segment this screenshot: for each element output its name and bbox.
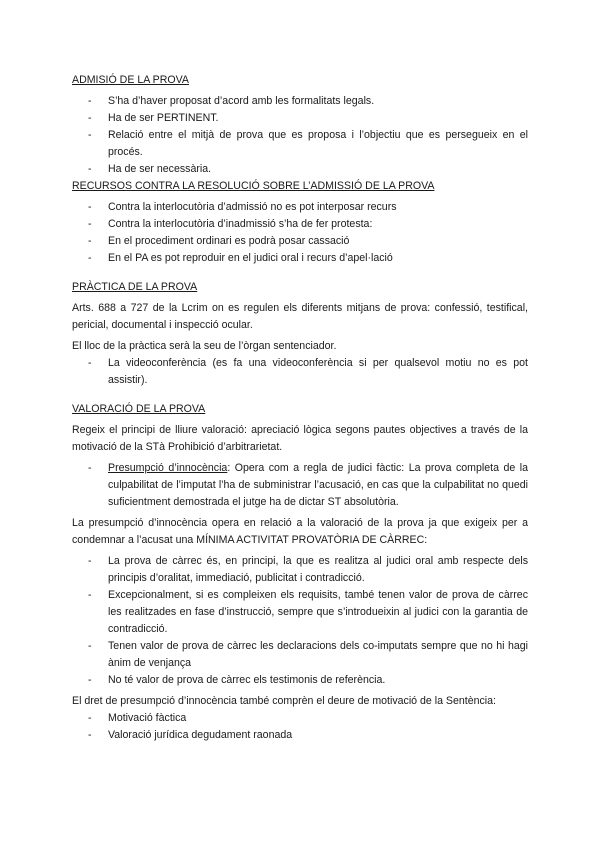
list-item: - Contra la interlocutòria d’inadmissió s’ha de fer protesta: — [88, 218, 373, 230]
list-item: - Motivació fàctica — [88, 712, 187, 724]
list-item: - La prova de càrrec és, en principi, la que es realitza al judici oral amb respecte dels principis d’oralitat, immediació, publicitat i contradicció. — [88, 555, 528, 584]
practica-list — [72, 355, 528, 389]
prova-carrec-list — [72, 553, 528, 689]
list-item: - En el PA es pot reproduir en el judici oral i recurs d’apel·lació — [88, 252, 393, 264]
document-page — [72, 72, 528, 744]
list-item: - En el procediment ordinari es podrà posar cassació — [88, 235, 350, 247]
list-item: - Contra la interlocutòria d’admissió no es pot interposar recurs — [88, 201, 397, 213]
list-item: - Ha de ser necessària. — [88, 163, 212, 175]
paragraph-articles: Arts. 688 a 727 de la Lcrim on es regulen els diferents mitjans de prova: confessió, testifical, pericial, documental i inspecció ocular. — [72, 302, 528, 331]
list-item: - S’ha d’haver proposat d’acord amb les formalitats legals. — [88, 95, 375, 107]
section-heading-admissio: ADMISIÓ DE LA PROVA — [72, 74, 189, 86]
list-item: - Relació entre el mitjà de prova que es proposa i l’objectiu que es persegueix en el procés. — [88, 129, 528, 158]
list-item: - Valoració jurídica degudament raonada — [88, 729, 293, 741]
recursos-list — [72, 199, 528, 267]
list-item: - No té valor de prova de càrrec els testimonis de referència. — [88, 674, 386, 686]
list-item: - Ha de ser PERTINENT. — [88, 112, 219, 124]
presumpcio-list — [72, 460, 528, 511]
list-item: - La videoconferència (es fa una videoconferència si per qualsevol motiu no es pot assistir). — [88, 357, 528, 386]
list-item: - Excepcionalment, si es compleixen els requisits, també tenen valor de prova de càrrec les realitzades en fase d’instrucció, sempre que s’introdueixin al judici con la garantia de contradicció. — [88, 589, 528, 635]
paragraph-lliure-valoracio: Regeix el principi de lliure valoració: apreciació lògica segons pautes objectives a través de la motivació de la STà Prohibició d’arbitrarietat. — [72, 424, 528, 453]
motivacio-list — [72, 710, 528, 744]
list-item: - Tenen valor de prova de càrrec les declaracions dels co-imputats sempre que no hi hagi ànim de venjança — [88, 640, 528, 669]
paragraph-motivacio: El dret de presumpció d’innocència també comprèn el deure de motivació de la Sentència: — [72, 695, 496, 707]
section-heading-practica: PRÀCTICA DE LA PROVA — [72, 281, 198, 293]
presumpcio-term: Presumpció d’innocència — [108, 462, 228, 474]
section-heading-valoracio: VALORACIÓ DE LA PROVA — [72, 403, 206, 415]
paragraph-lloc: El lloc de la pràctica serà la seu de l’òrgan sentenciador. — [72, 340, 337, 352]
admissio-list — [72, 93, 528, 178]
paragraph-presumpcio: La presumpció d’innocència opera en relació a la valoració de la prova ja que exigeix per a condemnar a l’acusat una MÍNIMA ACTIVITAT PROVATÒRIA DE CÀRREC: — [72, 517, 528, 546]
list-item: - Presumpció d’innocència: Opera com a regla de judici fàctic: La prova completa de la culpabilitat de l’imputat l’ha de subministrar l’acusació, en cas que la culpabilitat no quedi suficientment demostrada el jutge ha de dictar ST absolutòria. — [88, 462, 528, 508]
section-heading-recursos: RECURSOS CONTRA LA RESOLUCIÓ SOBRE L’ADMISSIÓ DE LA PROVA — [72, 180, 435, 192]
